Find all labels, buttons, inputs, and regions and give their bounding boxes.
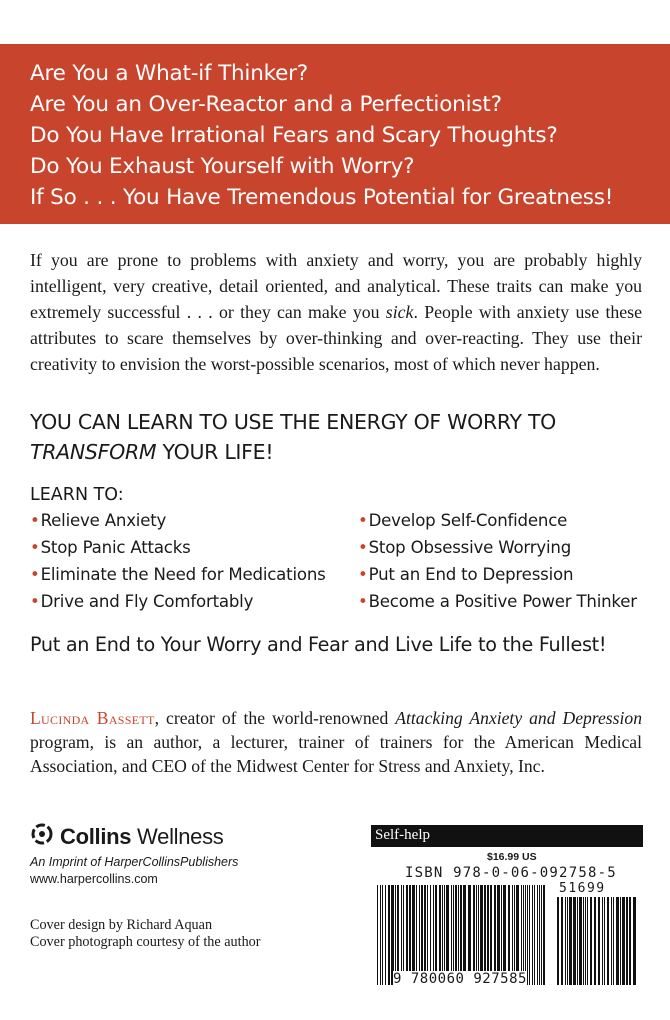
bullet-icon: • — [30, 592, 40, 611]
author-bio — [30, 706, 642, 778]
headline-line-2 — [30, 440, 650, 464]
learn-item-label: Put an End to Depression — [368, 565, 574, 584]
tagline: Put an End to Your Worry and Fear and Live Life to the Fullest! — [30, 633, 607, 656]
headline-line-1: YOU CAN LEARN TO USE THE ENERGY OF WORRY TO — [30, 410, 557, 434]
ean-number: 9 780060 927585 — [393, 971, 527, 987]
learn-item-label: Relieve Anxiety — [40, 511, 167, 530]
bullet-icon: • — [30, 538, 40, 557]
addon-number: 51699 — [559, 881, 606, 896]
intro-text-2: . People with anxiety use these attributes to scare themselves by over-thinking and over-reacting. They use their creativity to envision the worst-possible scenarios, most of which never happen. — [30, 302, 642, 374]
bullet-icon: • — [358, 565, 368, 584]
cover-design-credit: Cover design by Richard Aquan — [30, 917, 213, 933]
cover-photo-credit: Cover photograph courtesy of the author — [30, 934, 261, 950]
author-text-1: , creator of the world-renowned — [154, 708, 396, 728]
bullet-icon: • — [358, 592, 368, 611]
intro-paragraph — [30, 247, 642, 377]
learn-item — [30, 565, 326, 584]
publisher-brand — [60, 824, 224, 850]
banner-line-2: Are You an Over-Reactor and a Perfectionist? — [30, 92, 502, 117]
bullet-icon: • — [30, 565, 40, 584]
isbn-label: ISBN 978-0-06-092758-5 — [405, 865, 617, 881]
bullet-icon: • — [358, 511, 368, 530]
price-label: $16.99 US — [487, 851, 537, 863]
intro-text-1: If you are prone to problems with anxiety and worry, you are probably highly intelligent, very creative, detail oriented, and analytical. These traits can make you extremely successful . . . or they can make you — [30, 250, 642, 322]
bullet-icon: • — [358, 538, 368, 557]
collins-swirl-icon — [30, 822, 54, 851]
learn-item-label: Develop Self-Confidence — [368, 511, 568, 530]
headline-italic: TRANSFORM — [30, 440, 157, 464]
brand-bold: Collins — [60, 823, 132, 849]
barcode-bars — [371, 825, 643, 993]
learn-item-label: Drive and Fly Comfortably — [40, 592, 254, 611]
learn-item — [358, 511, 567, 530]
brand-rest: Wellness — [131, 823, 224, 849]
learn-item-label: Become a Positive Power Thinker — [368, 592, 637, 611]
publisher-block — [30, 822, 238, 886]
question-banner — [0, 44, 670, 224]
banner-line-4: Do You Exhaust Yourself with Worry? — [30, 154, 415, 179]
author-name: Lucinda Bassett — [30, 708, 155, 728]
category-label: Self-help — [375, 827, 430, 843]
program-title: Attacking Anxiety and Depression — [395, 708, 642, 728]
learn-item — [30, 592, 253, 611]
learn-item — [30, 511, 166, 530]
learn-item — [358, 592, 637, 611]
banner-line-5: If So . . . You Have Tremendous Potential for Greatness! — [30, 185, 614, 210]
barcode-block — [371, 825, 643, 993]
learn-heading: LEARN TO: — [30, 485, 124, 505]
learn-item — [30, 538, 191, 557]
learn-item — [358, 538, 571, 557]
author-text-2: program, is an author, a lecturer, trainer of trainers for the American Medical Association, and CEO of the Midwest Center for Stress and Anxiety, Inc. — [30, 732, 642, 776]
intro-italic: sick — [385, 302, 414, 322]
bullet-icon: • — [30, 511, 40, 530]
banner-line-1: Are You a What-if Thinker? — [30, 61, 308, 86]
learn-item-label: Stop Panic Attacks — [40, 538, 191, 557]
learn-item-label: Eliminate the Need for Medications — [40, 565, 326, 584]
publisher-url: www.harpercollins.com — [30, 872, 158, 886]
learn-item-label: Stop Obsessive Worrying — [368, 538, 572, 557]
headline-rest: YOUR LIFE! — [156, 440, 274, 464]
banner-line-3: Do You Have Irrational Fears and Scary Thoughts? — [30, 123, 558, 148]
imprint-line: An Imprint of HarperCollinsPublishers — [30, 855, 239, 869]
learn-item — [358, 565, 573, 584]
